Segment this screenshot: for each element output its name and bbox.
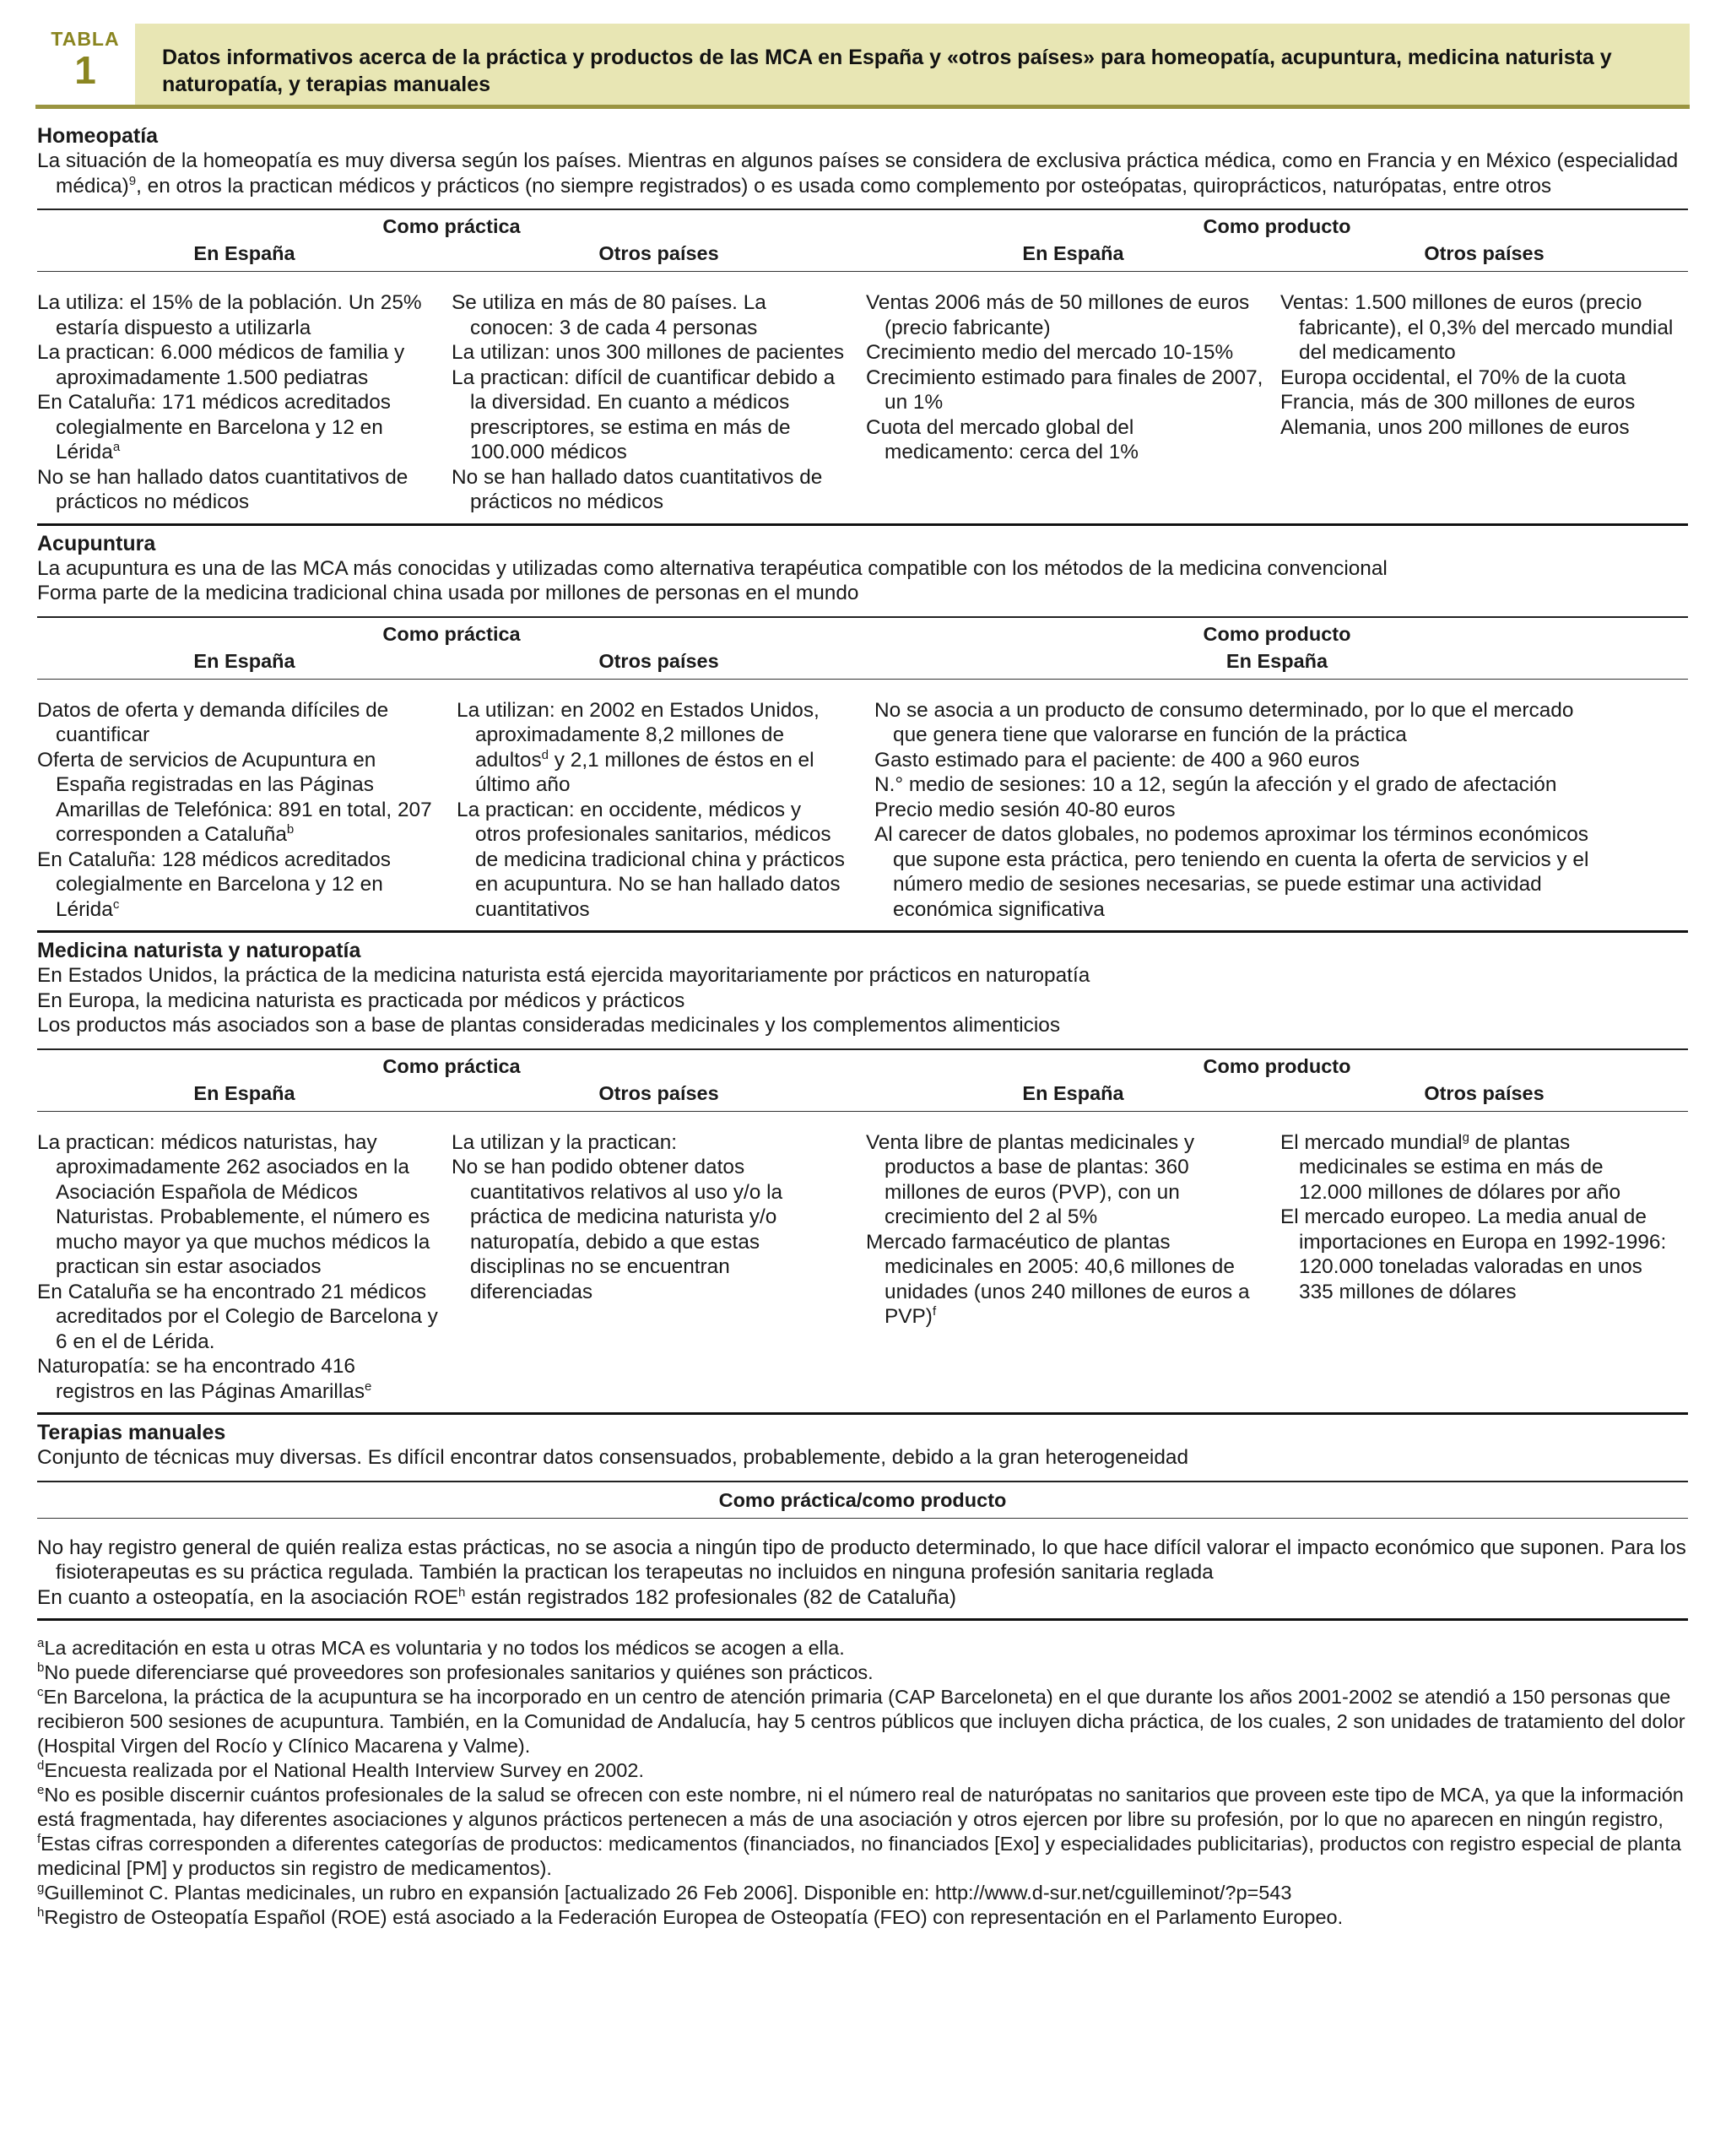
- cell-practica-otros: [452, 1130, 866, 1405]
- footnote-mark: g: [37, 1881, 45, 1896]
- data-row: [37, 290, 1688, 515]
- data-row: [37, 1130, 1688, 1405]
- cell-text: de plantas medicinales se estima en más de 12.000 millones de dólares por año: [1299, 1130, 1621, 1204]
- footnote-ref: h: [457, 1584, 466, 1600]
- table-header: [35, 24, 1690, 105]
- footnote-text: Registro de Osteopatía Español (ROE) está asociado a la Federación Europea de Osteopatía (FEO) con representación en el Parlamento Europeo.: [44, 1906, 1344, 1928]
- cell-text: están registrados 182 profesionales (82 de Cataluña): [465, 1585, 956, 1609]
- cell-text: En cuanto a osteopatía, en la asociación ROE: [37, 1585, 458, 1609]
- header-como-producto: Como producto: [1203, 1054, 1351, 1077]
- footnote-text: Guilleminot C. Plantas medicinales, un rubro en expansión [actualizado 26 Feb 2006]. Disponible en: http://www.d-sur.net/cguilleminot/?p=543: [44, 1882, 1292, 1904]
- cell-line: Francia, más de 300 millones de euros: [1280, 391, 1636, 414]
- footnote: [37, 1660, 1688, 1685]
- footnote-mark: f: [37, 1832, 41, 1847]
- section-description: [37, 149, 1688, 198]
- footnote-text: En Barcelona, la práctica de la acupuntura se ha incorporado en un centro de atención primaria (CAP Barceloneta) en el que durante los años 2001-2002 se atendió a 150 personas que recibieron 500 sesiones de acupuntura. También, en la Comunidad de Andalucía, hay 5 centros públicos que incluyen dicha práctica, de los cuales, 2 son unidades de tratamiento del dolor (Hospital Virgen del Rocío y Clínico Macarena y Valme).: [37, 1686, 1685, 1757]
- section-title: Homeopatía: [37, 124, 159, 148]
- header-otros-paises: Otros países: [1424, 242, 1545, 264]
- section-manuales: [37, 1420, 1688, 1621]
- table-tag: [35, 24, 135, 105]
- cell-line: [457, 698, 851, 798]
- cell-practica-otros: [452, 698, 866, 923]
- cell-line: Venta libre de plantas medicinales y productos a base de plantas: 360 millones de euros (PVP), con un crecimiento del 2 al 5%: [866, 1130, 1195, 1228]
- cell-line: Gasto estimado para el paciente: de 400 a 960 euros: [874, 748, 1360, 772]
- cell-line: [37, 1354, 440, 1404]
- footnote-ref: e: [365, 1379, 372, 1394]
- cell-line: No se han podido obtener datos cuantitativos relativos al uso y/o la práctica de medicina naturista y/o naturopatía, debido a que estas disciplinas no se encuentran diferenciadas: [452, 1156, 783, 1303]
- header-en-espana: En España: [1225, 649, 1328, 672]
- desc-line: Forma parte de la medicina tradicional china usada por millones de personas en el mundo: [37, 582, 859, 604]
- cell-line: No hay registro general de quién realiza estas prácticas, no se asocia a ningún tipo de producto determinado, lo que hace difícil valorar el impacto económico que suponen. Para los fisioterapeutas es su práctica regulada. También la practican los terapeutas no incluidos en ninguna profesión sanitaria reglada: [37, 1536, 1686, 1584]
- footnote-ref: a: [112, 439, 121, 454]
- cell-line: [37, 748, 436, 848]
- footnote-mark: b: [37, 1660, 45, 1676]
- cell-line: Europa occidental, el 70% de la cuota: [1280, 366, 1626, 389]
- desc-line: En Estados Unidos, la práctica de la medicina naturista está ejercida mayoritariamente por prácticos en naturopatía: [37, 964, 1090, 987]
- cell-line: El mercado europeo. La media anual de importaciones en Europa en 1992-1996: 120.000 toneladas valoradas en unos 335 millones de dólares: [1280, 1205, 1667, 1303]
- cell-line: Datos de oferta y demanda difíciles de cuantificar: [37, 698, 389, 746]
- section-divider: [37, 1618, 1688, 1621]
- header-rule: [35, 105, 1690, 109]
- cell-line: No se han hallado datos cuantitativos de prácticos no médicos: [452, 465, 823, 513]
- cell-text: En Cataluña: 128 médicos acreditados colegialmente en Barcelona y 12 en Lérida: [37, 848, 391, 921]
- footnote-text: No es posible discernir cuántos profesionales de la salud se ofrecen con este nombre, ni el número real de naturópatas no sanitarios que proveen este tipo de MCA, ya que la información está fragmentada, hay diferentes asociaciones y algunos prácticos pertenecen a más de una asociación y otros ejercen por libre su profesión, por lo que no aparecen en ningún registro,: [37, 1784, 1684, 1830]
- cell-practica-espana: [37, 1130, 452, 1405]
- header-practica-producto: Como práctica/como producto: [718, 1488, 1007, 1511]
- header-otros-paises: Otros países: [598, 1081, 719, 1104]
- cell-line: La practican: difícil de cuantificar debido a la diversidad. En cuanto a médicos prescriptores, se estima en más de 100.000 médicos: [452, 366, 836, 463]
- desc-line: La acupuntura es una de las MCA más conocidas y utilizadas como alternativa terapéutica compatible con los métodos de la medicina convencional: [37, 556, 1388, 580]
- cell-producto-espana: [866, 698, 1688, 923]
- column-headers: [37, 648, 1688, 674]
- footnote-mark: e: [37, 1783, 45, 1798]
- footnote-text: Estas cifras corresponden a diferentes categorías de productos: medicamentos (financiados, no financiados [Exo] y especialidades publicitarias), productos con registro especial de planta medicinal [PM] y productos sin registro de medicamentos).: [37, 1833, 1681, 1879]
- cell-text: El mercado mundial: [1280, 1130, 1463, 1154]
- cell-line: En Cataluña se ha encontrado 21 médicos acreditados por el Colegio de Barcelona y 6 en el de Lérida.: [37, 1280, 438, 1353]
- section-divider: [37, 930, 1688, 933]
- header-como-practica: Como práctica: [382, 1054, 521, 1077]
- footnote-ref: d: [541, 747, 549, 762]
- cell-line: La utilizan y la practican:: [452, 1130, 678, 1154]
- section-acupuntura: [37, 531, 1688, 934]
- cell-line: [37, 848, 436, 923]
- header-en-espana: En España: [193, 1081, 295, 1104]
- cell-line: [37, 390, 440, 465]
- header-otros-paises: Otros países: [598, 242, 719, 264]
- footnote: [37, 1783, 1688, 1832]
- cell-text: Mercado farmacéutico de plantas medicinales en 2005: 40,6 millones de unidades (unos 240 millones de euros a PVP): [866, 1230, 1250, 1328]
- cell-line: La utilizan: unos 300 millones de pacientes: [452, 341, 845, 364]
- footnote: [37, 1685, 1688, 1758]
- section-title: Acupuntura: [37, 531, 156, 555]
- cell-line: La practican: en occidente, médicos y otros profesionales sanitarios, médicos de medicina tradicional china y prácticos en acupuntura. No se han hallado datos cuantitativos: [457, 798, 845, 921]
- cell-line: Crecimiento medio del mercado 10-15%: [866, 341, 1234, 364]
- cell-line: Al carecer de datos globales, no podemos aproximar los términos económicos que supone esta práctica, pero teniendo en cuenta la oferta de servicios y el número medio de sesiones necesarias, se puede estimar una actividad económica significativa: [874, 823, 1589, 921]
- footnote-mark: d: [37, 1758, 45, 1774]
- cell-line: [866, 1230, 1269, 1330]
- cell-text: y 2,1 millones de éstos en el último año: [475, 748, 814, 796]
- section-divider: [37, 1412, 1688, 1415]
- section-description: [37, 556, 1688, 606]
- cell-line: [37, 1585, 1688, 1611]
- data-row: [37, 1536, 1688, 1611]
- cell-line: No se han hallado datos cuantitativos de prácticos no médicos: [37, 465, 408, 513]
- section-naturista: [37, 938, 1688, 1415]
- column-headers: [37, 1081, 1688, 1106]
- section-title: Terapias manuales: [37, 1421, 226, 1444]
- desc-text-rest: , en otros la practican médicos y prácticos (no siempre registrados) o es usada como complemento por osteópatas, quiroprácticos, naturópatas, entre otros: [136, 174, 1552, 198]
- header-otros-paises: Otros países: [1424, 1081, 1545, 1104]
- footnote-text: No puede diferenciarse qué proveedores son profesionales sanitarios y quiénes son prácticos.: [44, 1661, 874, 1683]
- section-divider: [37, 523, 1688, 526]
- cell-line: [1280, 1130, 1671, 1205]
- cell-line: La utiliza: el 15% de la población. Un 25% estaría dispuesto a utilizarla: [37, 291, 422, 339]
- footnote-text: La acreditación en esta u otras MCA es voluntaria y no todos los médicos se acogen a ella.: [44, 1637, 845, 1659]
- footnote-ref: c: [112, 897, 120, 912]
- footnote: [37, 1881, 1688, 1905]
- header-otros-paises: Otros países: [598, 649, 719, 672]
- cell-producto-espana: [866, 290, 1280, 515]
- footnote: [37, 1832, 1688, 1881]
- footnote-mark: c: [37, 1685, 44, 1700]
- cell-practica-espana: [37, 290, 452, 515]
- group-headers: [37, 214, 1688, 239]
- desc-text: La situación de la homeopatía es muy diversa según los países. Mientras en algunos países se considera de exclusiva práctica médica, como en Francia y en México (especialidad médica): [37, 149, 1679, 198]
- footnote-ref: g: [1462, 1129, 1469, 1145]
- desc-line: Los productos más asociados son a base de plantas consideradas medicinales y los complementos alimenticios: [37, 1014, 1061, 1037]
- cell-producto-espana: [866, 1130, 1280, 1405]
- section-description: [37, 963, 1688, 1038]
- table-number: 1: [74, 48, 96, 92]
- footnote: [37, 1636, 1688, 1660]
- cell-text: La utilizan: en 2002 en Estados Unidos, aproximadamente 8,2 millones de adultos: [457, 698, 820, 772]
- cell-line: Ventas: 1.500 millones de euros (precio fabricante), el 0,3% del mercado mundial del medicamento: [1280, 291, 1674, 364]
- cell-line: Ventas 2006 más de 50 millones de euros (precio fabricante): [866, 291, 1250, 339]
- cell-text: En Cataluña: 171 médicos acreditados colegialmente en Barcelona y 12 en Lérida: [37, 391, 391, 463]
- group-headers: [37, 621, 1688, 647]
- cell-producto-otros: [1280, 290, 1688, 515]
- table-body: [37, 123, 1688, 1930]
- section-title: Medicina naturista y naturopatía: [37, 939, 361, 962]
- header-como-practica: Como práctica: [382, 215, 521, 237]
- cell-line: Alemania, unos 200 millones de euros: [1280, 415, 1630, 439]
- header-en-espana: En España: [193, 242, 295, 264]
- header-como-producto: Como producto: [1203, 622, 1351, 645]
- cell-text: Naturopatía: se ha encontrado 416 registros en las Páginas Amarillas: [37, 1355, 365, 1403]
- cell-practica-otros: [452, 290, 866, 515]
- header-en-espana: En España: [1022, 1081, 1124, 1104]
- table-title: Datos informativos acerca de la práctica y productos de las MCA en España y «otros países» para homeopatía, acupuntura, medicina naturista y naturopatía, y terapias manuales: [135, 24, 1690, 105]
- desc-line: Conjunto de técnicas muy diversas. Es difícil encontrar datos consensuados, probablemente, debido a la gran heterogeneidad: [37, 1446, 1189, 1469]
- column-header: [37, 1487, 1688, 1513]
- header-en-espana: En España: [193, 649, 295, 672]
- footnote-ref: b: [286, 821, 295, 837]
- desc-line: En Europa, la medicina naturista es practicada por médicos y prácticos: [37, 989, 685, 1012]
- cell-line: La practican: 6.000 médicos de familia y aproximadamente 1.500 pediatras: [37, 341, 405, 389]
- header-como-producto: Como producto: [1203, 215, 1351, 237]
- group-headers: [37, 1054, 1688, 1079]
- column-headers: [37, 241, 1688, 266]
- section-description: [37, 1445, 1688, 1471]
- footnotes: [37, 1636, 1688, 1930]
- footnote-ref: f: [932, 1303, 937, 1319]
- table-tag-label: TABLA: [51, 28, 120, 50]
- footnote-ref: 9: [128, 173, 137, 188]
- footnote: [37, 1905, 1688, 1930]
- cell-line: N.° medio de sesiones: 10 a 12, según la afección y el grado de afectación: [874, 773, 1557, 796]
- cell-line: No se asocia a un producto de consumo determinado, por lo que el mercado que genera tiene que valorarse en función de la práctica: [874, 698, 1574, 746]
- cell-line: Cuota del mercado global del medicamento: cerca del 1%: [866, 415, 1139, 463]
- cell-line: Crecimiento estimado para finales de 2007, un 1%: [866, 366, 1263, 414]
- cell-producto-otros: [1280, 1130, 1688, 1405]
- footnote-mark: h: [37, 1905, 45, 1920]
- cell-line: Se utiliza en más de 80 países. La conocen: 3 de cada 4 personas: [452, 291, 766, 339]
- footnote: [37, 1758, 1688, 1783]
- footnote-mark: a: [37, 1636, 45, 1651]
- data-row: [37, 698, 1688, 923]
- header-como-practica: Como práctica: [382, 622, 521, 645]
- section-homeopatia: [37, 123, 1688, 526]
- cell-line: La practican: médicos naturistas, hay aproximadamente 262 asociados en la Asociación Española de Médicos Naturistas. Probablemente, el número es mucho mayor ya que muchos médicos la practican sin estar asociados: [37, 1130, 430, 1278]
- cell-text: Oferta de servicios de Acupuntura en España registradas en las Páginas Amarillas de Telefónica: 891 en total, 207 corresponden a Cataluña: [37, 748, 432, 846]
- header-en-espana: En España: [1022, 242, 1124, 264]
- footnote-text: Encuesta realizada por el National Health Interview Survey en 2002.: [44, 1759, 644, 1781]
- cell-practica-espana: [37, 698, 452, 923]
- cell-line: Precio medio sesión 40-80 euros: [874, 798, 1176, 821]
